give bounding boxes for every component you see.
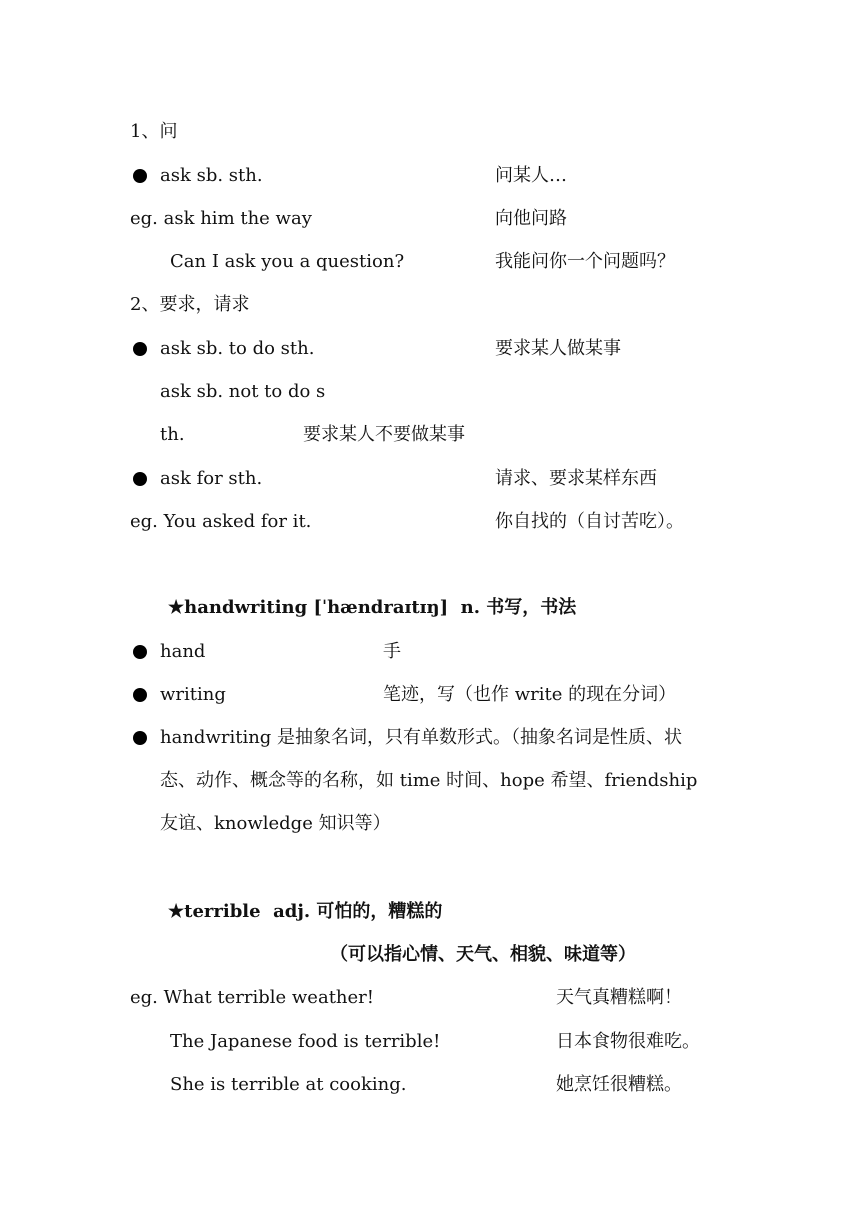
hand-cn: 手 <box>383 641 401 662</box>
terrible-subtitle: （可以指心情、天气、相貌、味道等） <box>330 944 636 965</box>
section2-eg-en: eg. You asked for it. <box>130 511 312 532</box>
terrible-eg1-cn: 天气真糟糕啊！ <box>556 987 682 1008</box>
section1-item1-en: ask sb. sth. <box>160 165 263 186</box>
handwriting-title: ★handwriting [ˈhændraɪtɪŋ] n. 书写，书法 <box>168 597 577 618</box>
bullet-icon <box>133 688 147 702</box>
section2-item1-en: ask sb. to do sth. <box>160 338 315 359</box>
bullet-icon <box>133 472 147 486</box>
section2-item2-en-line2: th. <box>160 424 185 445</box>
section2-item2-cn: 要求某人不要做某事 <box>303 424 465 445</box>
terrible-eg2-cn: 日本食物很难吃。 <box>556 1031 700 1052</box>
writing-cn: 笔迹，写（也作 write 的现在分词） <box>383 684 677 705</box>
section2-item1-cn: 要求某人做某事 <box>495 338 621 359</box>
section2-eg-cn: 你自找的（自讨苦吃）。 <box>495 511 684 532</box>
section1-item1-cn: 问某人… <box>495 165 567 186</box>
bullet-icon <box>133 731 147 745</box>
section2-item2-en-line1: ask sb. not to do s <box>160 381 326 402</box>
bullet-icon <box>133 645 147 659</box>
terrible-eg3-cn: 她烹饪很糟糕。 <box>556 1074 682 1095</box>
section1-eg1-cn: 向他问路 <box>495 208 567 229</box>
section1-eg1-en: eg. ask him the way <box>130 208 312 229</box>
handwriting-note-line2: 态、动作、概念等的名称，如 time 时间、hope 希望、friendship <box>160 770 698 791</box>
hand-en: hand <box>160 641 206 662</box>
section2-heading: 2、要求，请求 <box>130 294 250 315</box>
section1-heading: 1、问 <box>130 121 178 142</box>
section1-eg2-en: Can I ask you a question? <box>170 251 405 272</box>
terrible-eg3-en: She is terrible at cooking. <box>170 1074 407 1095</box>
section2-item3-en: ask for sth. <box>160 468 263 489</box>
bullet-icon <box>133 169 147 183</box>
terrible-eg1-en: eg. What terrible weather! <box>130 987 375 1008</box>
section1-eg2-cn: 我能问你一个问题吗？ <box>495 251 675 272</box>
handwriting-note-line3: 友谊、knowledge 知识等） <box>160 813 391 834</box>
terrible-eg2-en: The Japanese food is terrible! <box>170 1031 441 1052</box>
handwriting-note-line1: handwriting 是抽象名词，只有单数形式。（抽象名词是性质、状 <box>160 727 683 748</box>
bullet-icon <box>133 342 147 356</box>
writing-en: writing <box>160 684 226 705</box>
terrible-title: ★terrible adj. 可怕的，糟糕的 <box>168 901 443 922</box>
section2-item3-cn: 请求、要求某样东西 <box>495 468 657 489</box>
